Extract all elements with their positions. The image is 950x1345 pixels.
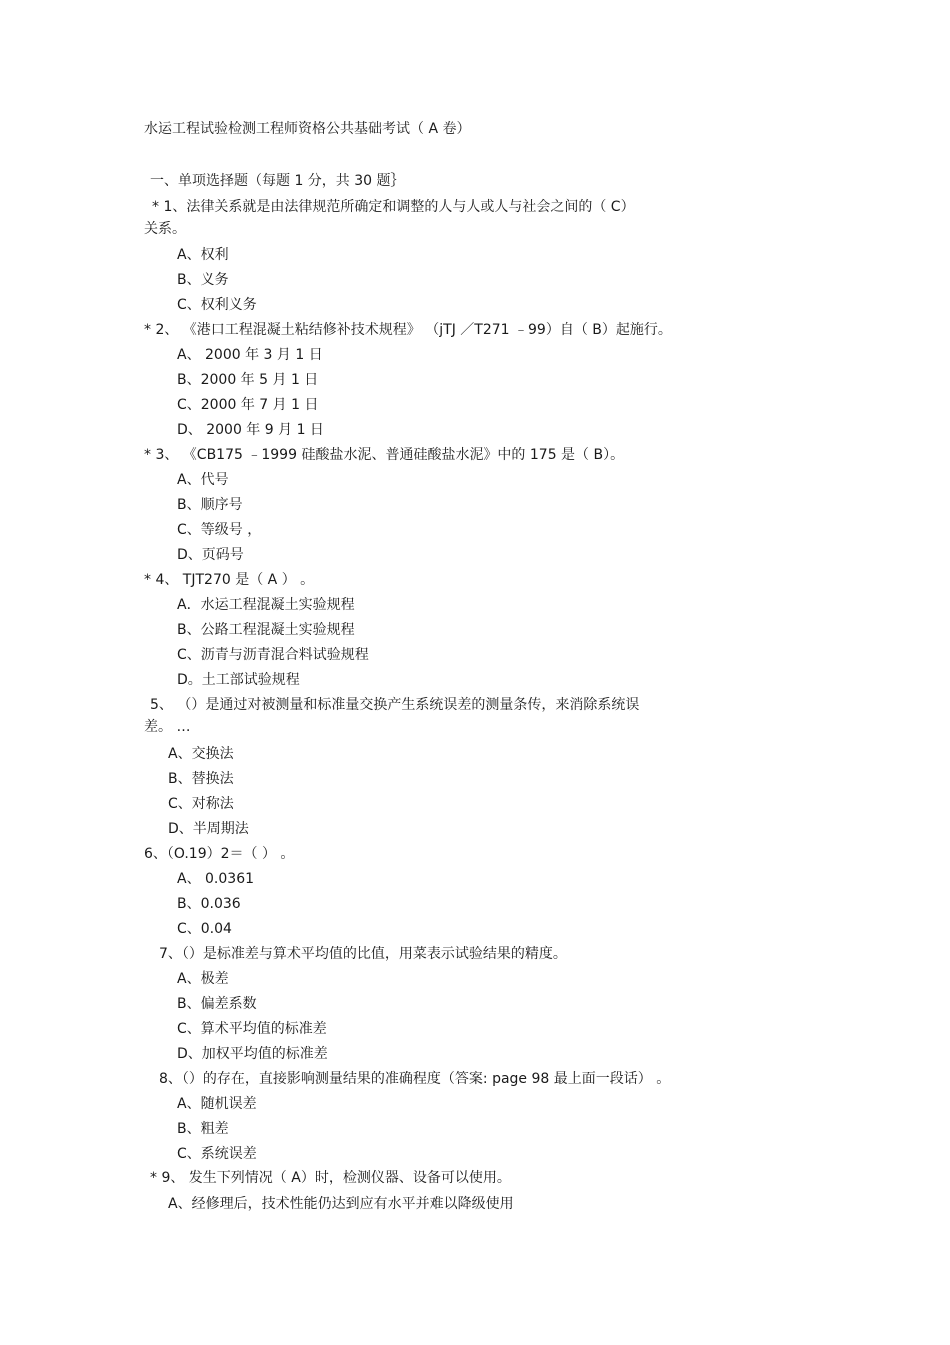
question-1-option-b: B、义务 (177, 272, 229, 288)
question-8-stem: 8、（）的存在，直接影响测量结果的准确程度（答案: page 98 最上面一段话） 。 (159, 1071, 671, 1087)
question-2-stem: * 2、 《港口工程混凝土粘结修补技术规程》 （jTJ ／T271 ﹣99）自（ B）起施行。 (144, 322, 672, 338)
question-1-stem-cont: 关系。 (144, 221, 186, 237)
question-9-option-a: A、经修理后，技术性能仍达到应有水平并难以降级使用 (168, 1196, 514, 1212)
question-6-option-c: C、0.04 (177, 921, 232, 937)
question-1-option-c: C、权利义务 (177, 297, 257, 313)
question-7-option-c: C、算术平均值的标准差 (177, 1021, 327, 1037)
question-1-option-a: A、权利 (177, 247, 229, 263)
question-4-option-d: D。土工部试验规程 (177, 672, 300, 688)
section-heading: 一、单项选择题（每题 1 分，共 30 题｝ (150, 173, 405, 189)
question-6-stem: 6、（O.19）2＝（ ） 。 (144, 846, 295, 862)
question-5-option-a: A、交换法 (168, 746, 234, 762)
question-3-stem: * 3、 《CB175 ﹣1999 硅酸盐水泥、普通硅酸盐水泥》中的 175 是（ B）。 (144, 447, 625, 463)
question-1-stem: * 1、法律关系就是由法律规范所确定和调整的人与人或人与社会之间的（ C） (152, 199, 635, 215)
question-4-option-c: C、沥青与沥青混合料试验规程 (177, 647, 369, 663)
question-3-option-b: B、顺序号 (177, 497, 243, 513)
document-title: 水运工程试验检测工程师资格公共基础考试（ A 卷） (144, 121, 471, 137)
question-4-stem: * 4、 TJT270 是（ A ） 。 (144, 572, 315, 588)
question-2-option-a: A、 2000 年 3 月 1 日 (177, 347, 323, 363)
question-7-stem: 7、（）是标准差与算术平均值的比值，用菜表示试验结果的精度。 (159, 946, 567, 962)
question-5-option-b: B、替换法 (168, 771, 234, 787)
question-9-stem: * 9、 发生下列情况（ A）时，检测仪器、设备可以使用。 (150, 1170, 511, 1186)
question-2-option-b: B、2000 年 5 月 1 日 (177, 372, 319, 388)
question-6-option-b: B、0.036 (177, 896, 241, 912)
question-4-option-a: A．水运工程混凝土实验规程 (177, 597, 355, 613)
question-5-option-c: C、对称法 (168, 796, 234, 812)
question-4-option-b: B、公路工程混凝土实验规程 (177, 622, 355, 638)
question-8-option-b: B、粗差 (177, 1121, 229, 1137)
question-5-stem-cont: 差。 … (144, 719, 191, 735)
question-2-option-d: D、 2000 年 9 月 1 日 (177, 422, 324, 438)
question-8-option-c: C、系统误差 (177, 1146, 257, 1162)
question-6-option-a: A、 0.0361 (177, 871, 255, 887)
question-5-option-d: D、半周期法 (168, 821, 249, 837)
question-5-stem: 5、 （）是通过对被测量和标准量交换产生系统误差的测量条传，来消除系统误 (150, 697, 640, 713)
question-3-option-c: C、等级号 ， (177, 522, 262, 538)
question-3-option-a: A、代号 (177, 472, 229, 488)
question-7-option-b: B、偏差系数 (177, 996, 257, 1012)
question-3-option-d: D、页码号 (177, 547, 244, 563)
question-8-option-a: A、随机误差 (177, 1096, 257, 1112)
question-7-option-d: D、加权平均值的标准差 (177, 1046, 328, 1062)
question-7-option-a: A、极差 (177, 971, 229, 987)
question-2-option-c: C、2000 年 7 月 1 日 (177, 397, 319, 413)
